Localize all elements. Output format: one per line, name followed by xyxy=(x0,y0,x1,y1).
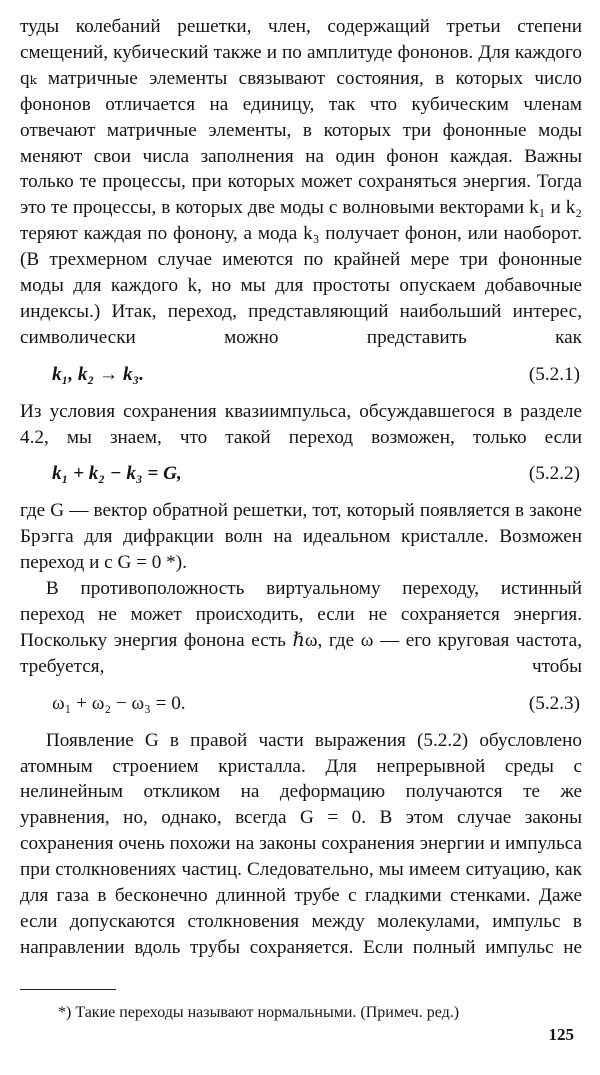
equation-5-2-1 xyxy=(20,362,582,388)
equation-number: (5.2.1) xyxy=(528,363,580,385)
paragraph-1: туды колебаний решетки, член, содержащий третьи степени смещений, кубический также и по амплитуде фононов. Для каждого qₖ матричные элементы связывают состояния, в которых число фононов отличается на единицу, так что кубическим членам отвечают матричные элементы, в которых три фононные моды меняют свои числа заполнения на один фонон каждая. Важны только те процессы, при которых может сохраняться энергия. Тогда это те процессы, в которых две моды с волновыми векторами k₁ и k₂ теряют каждая по фонону, а мода k₃ получает фонон, или наоборот. (В трехмерном случае имеются по крайней мере три фононные моды для каждого k, но мы для простоты опускаем добавочные индексы.) Итак, переход, представляющий наибольший интерес, символически можно представить как xyxy=(20,16,582,348)
equation-expression: k₁ + k₂ − k₃ = G, xyxy=(52,463,182,485)
equation-number: (5.2.2) xyxy=(528,463,580,485)
equation-5-2-2 xyxy=(20,461,582,487)
equation-expression: k₁, k₂ → k₃. xyxy=(52,363,145,385)
equation-5-2-3 xyxy=(20,691,582,717)
paragraph-4: В противоположность виртуальному переходу, истинный переход не может происходить, если не сохраняется энергия. Поскольку энергия фонона есть ℏω, где ω — его круговая частота, требуется, чтобы xyxy=(20,578,582,677)
equation-number: (5.2.3) xyxy=(528,692,580,714)
footnote: *) Такие переходы называют нормальными. (Примеч. ред.) xyxy=(58,1003,460,1021)
paragraph-5: Появление G в правой части выражения (5.2.2) обусловлено атомным строением кристалла. Для непрерывной среды с нелинейным откликом на деформацию получаются те же уравнения, но, однако, всегда G = 0. В этом случае законы сохранения очень похожи на законы сохранения энергии и импульса при столкновениях частиц. Следовательно, мы имеем ситуацию, как для газа в бесконечно длинной трубе с гладкими стенками. Даже если допускаются столкновения между молекулами, импульс в направлении вдоль трубы сохраняется. Если полный импульс не xyxy=(20,729,582,958)
equation-expression: ω₁ + ω₂ − ω₃ = 0. xyxy=(52,692,186,714)
paragraph-3: где G — вектор обратной решетки, тот, который появляется в законе Брэгга для дифракции волн на идеальном кристалле. Возможен переход и с G = 0 *). xyxy=(20,500,582,574)
footnote-divider xyxy=(20,989,116,990)
paragraph-2: Из условия сохранения квазиимпульса, обсуждавшегося в разделе 4.2, мы знаем, что такой переход возможен, только если xyxy=(20,400,582,448)
page-number: 125 xyxy=(548,1025,574,1044)
